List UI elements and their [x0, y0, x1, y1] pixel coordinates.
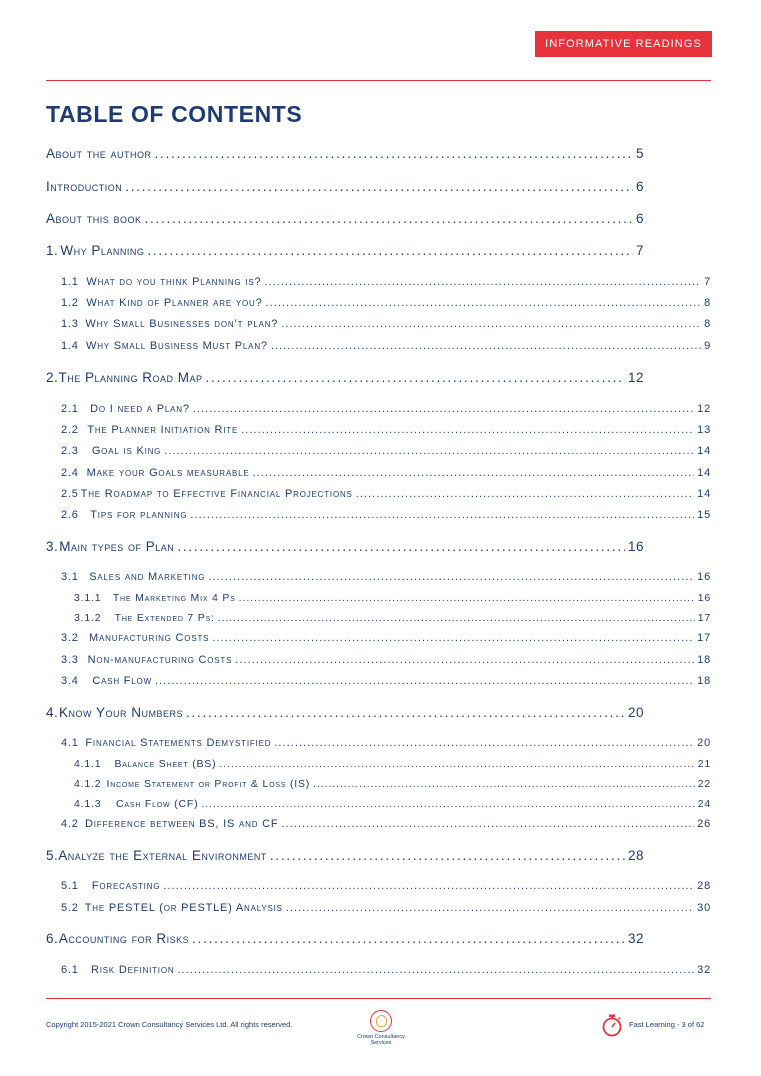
toc-section-2-1[interactable] — [46, 403, 711, 415]
toc-chapter-4[interactable] — [46, 705, 644, 720]
toc-entry-text: Know Your Numbers — [59, 705, 184, 720]
toc-entry-text: The PESTEL (or PESTLE) Analysis — [84, 902, 283, 914]
toc-entry-number: 3. — [46, 539, 59, 554]
toc-entry-text: Forecasting — [91, 880, 161, 892]
toc-entry-page: 16 — [697, 592, 711, 604]
toc-entry-page: 28 — [697, 880, 711, 892]
toc-entry-page: 12 — [627, 370, 644, 385]
toc-entry-text: Do I need a Plan? — [90, 403, 190, 415]
toc-entry-page: 16 — [697, 571, 711, 583]
toc-entry-text: The Planner Initiation Rite — [87, 424, 239, 436]
toc-entry-text: Tips for planning — [90, 509, 188, 521]
toc-subsection-3-1-2[interactable] — [46, 612, 711, 624]
toc-entry-number: 2.3 — [61, 445, 79, 457]
toc-entry-about-book[interactable] — [46, 211, 644, 226]
toc-entry-number: 2.1 — [61, 403, 79, 415]
toc-subsection-4-1-2[interactable] — [46, 778, 711, 790]
toc-entry-number: 6. — [46, 931, 59, 946]
toc-entry-number: 1.2 — [61, 297, 79, 309]
toc-section-3-3[interactable] — [46, 654, 711, 666]
toc-entry-page: 6 — [635, 211, 644, 226]
toc-chapter-5[interactable] — [46, 848, 644, 863]
section-badge: INFORMATIVE READINGS — [535, 31, 712, 57]
toc-section-6-1[interactable] — [46, 964, 711, 976]
toc-entry-page: 7 — [635, 243, 644, 258]
toc-entry-page: 20 — [627, 705, 644, 720]
toc-entry-text: Cash Flow (CF) — [116, 798, 199, 810]
toc-entry-number: 3.2 — [61, 632, 79, 644]
toc-entry-page: 14 — [697, 488, 711, 500]
toc-entry-number: 4.2 — [61, 818, 79, 830]
toc-entry-number: 3.3 — [61, 654, 79, 666]
toc-entry-introduction[interactable] — [46, 179, 644, 194]
toc-entry-page: 17 — [697, 612, 711, 624]
toc-entry-number: 6.1 — [61, 964, 79, 976]
toc-entry-page: 14 — [697, 445, 711, 457]
toc-entry-text: Cash Flow — [92, 675, 152, 687]
toc-entry-text: Difference between BS, IS and CF — [85, 818, 279, 830]
toc-entry-text: About the author — [46, 146, 152, 161]
toc-section-5-2[interactable] — [46, 902, 711, 914]
toc-entry-number: 4. — [46, 705, 59, 720]
logo-text-line-2: Services — [370, 1040, 392, 1046]
toc-entry-number: 4.1.3 — [74, 798, 102, 810]
toc-entry-number: 2.4 — [61, 467, 79, 479]
toc-entry-number: 3.1.1 — [74, 592, 102, 604]
toc-subsection-4-1-1[interactable] — [46, 758, 711, 770]
toc-entry-page: 15 — [697, 509, 711, 521]
toc-entry-page: 14 — [697, 467, 711, 479]
toc-section-2-5[interactable] — [46, 488, 711, 500]
toc-entry-number: 2.2 — [61, 424, 79, 436]
toc-entry-number: 2. — [46, 370, 59, 385]
toc-entry-page: 8 — [704, 297, 711, 309]
logo-text — [356, 1034, 406, 1046]
toc-entry-number: 3.1 — [61, 571, 79, 583]
toc-entry-page: 13 — [697, 424, 711, 436]
toc-entry-number: 1.3 — [61, 318, 79, 330]
toc-entry-number: 1.1 — [61, 276, 79, 288]
toc-section-1-3[interactable] — [46, 318, 711, 330]
toc-entry-text: About this book — [46, 211, 142, 226]
toc-entry-text: Why Planning — [60, 243, 145, 258]
toc-entry-number: 2.5 — [61, 488, 79, 500]
toc-entry-page: 26 — [697, 818, 711, 830]
toc-entry-text: Financial Statements Demystified — [85, 737, 272, 749]
toc-entry-text: Non-manufacturing Costs — [87, 654, 233, 666]
toc-chapter-1[interactable] — [46, 243, 644, 258]
toc-entry-page: 6 — [635, 179, 644, 194]
toc-entry-text: Manufacturing Costs — [89, 632, 210, 644]
page-number: Fast Learning - 3 of 62 — [629, 1020, 705, 1029]
toc-entry-page: 16 — [627, 539, 644, 554]
toc-entry-page: 30 — [697, 902, 711, 914]
header-divider — [46, 80, 711, 81]
toc-entry-text: Analyze the External Environment — [58, 848, 267, 863]
toc-entry-text: The Planning Road Map — [58, 370, 203, 385]
toc-chapter-2[interactable] — [46, 370, 644, 385]
toc-entry-page: 32 — [697, 964, 711, 976]
toc-entry-number: 1.4 — [61, 340, 79, 352]
toc-section-3-2[interactable] — [46, 632, 711, 644]
toc-section-4-2[interactable] — [46, 818, 711, 830]
toc-entry-page: 18 — [697, 654, 711, 666]
toc-subsection-4-1-3[interactable] — [46, 798, 711, 810]
toc-entry-text: Make your Goals measurable — [86, 467, 250, 479]
toc-section-1-2[interactable] — [46, 297, 711, 309]
toc-entry-page: 21 — [697, 758, 711, 770]
footer-divider — [46, 998, 711, 999]
toc-entry-text: What Kind of Planner are you? — [86, 297, 263, 309]
toc-section-1-4[interactable] — [46, 340, 711, 352]
toc-entry-number: 4.1.2 — [74, 778, 102, 790]
toc-entry-number: 1. — [46, 243, 59, 258]
toc-entry-page: 8 — [704, 318, 711, 330]
toc-entry-text: What do you think Planning is? — [86, 276, 262, 288]
toc-entry-text: Income Statement or Profit & Loss (IS) — [106, 778, 311, 790]
toc-section-2-3[interactable] — [46, 445, 711, 457]
toc-section-2-6[interactable] — [46, 509, 711, 521]
toc-section-3-4[interactable] — [46, 675, 711, 687]
toc-chapter-6[interactable] — [46, 931, 644, 946]
toc-entry-page: 12 — [697, 403, 711, 415]
toc-entry-page: 7 — [704, 276, 711, 288]
toc-section-1-1[interactable] — [46, 276, 711, 288]
toc-entry-page: 22 — [697, 778, 711, 790]
toc-entry-text: The Extended 7 Ps: — [114, 612, 215, 624]
toc-entry-text: Main types of Plan — [59, 539, 175, 554]
toc-entry-page: 5 — [635, 146, 644, 161]
toc-entry-text: Introduction — [46, 179, 123, 194]
toc-section-3-1[interactable] — [46, 571, 711, 583]
toc-entry-page: 32 — [627, 931, 644, 946]
toc-entry-page: 17 — [697, 632, 711, 644]
toc-entry-page: 18 — [697, 675, 711, 687]
toc-entry-text: The Roadmap to Effective Financial Projections — [80, 488, 353, 500]
stopwatch-icon — [601, 1013, 623, 1037]
toc-section-5-1[interactable] — [46, 880, 711, 892]
toc-entry-number: 4.1.1 — [74, 758, 102, 770]
page-title: TABLE OF CONTENTS — [46, 101, 303, 127]
toc-entry-text: Why Small Businesses don’t plan? — [85, 318, 279, 330]
toc-entry-number: 3.4 — [61, 675, 79, 687]
toc-entry-number: 2.6 — [61, 509, 79, 521]
toc-entry-number: 3.1.2 — [74, 612, 102, 624]
crown-logo-icon — [370, 1010, 392, 1032]
toc-entry-page: 9 — [704, 340, 711, 352]
toc-section-2-4[interactable] — [46, 467, 711, 479]
toc-entry-text: Balance Sheet (BS) — [114, 758, 217, 770]
toc-section-2-2[interactable] — [46, 424, 711, 436]
toc-entry-text: The Marketing Mix 4 Ps — [112, 592, 236, 604]
toc-entry-text: Goal is King — [91, 445, 162, 457]
toc-entry-about-author[interactable] — [46, 146, 644, 161]
company-logo — [356, 1010, 406, 1046]
toc-entry-number: 4.1 — [61, 737, 79, 749]
toc-entry-page: 20 — [697, 737, 711, 749]
toc-entry-page: 24 — [697, 798, 711, 810]
toc-section-4-1[interactable] — [46, 737, 711, 749]
toc-entry-text: Sales and Marketing — [89, 571, 206, 583]
logo-text-line-1: Crown Consultancy — [357, 1034, 405, 1040]
toc-entry-number: 5.2 — [61, 902, 79, 914]
toc-chapter-3[interactable] — [46, 539, 644, 554]
toc-entry-text: Why Small Business Must Plan? — [86, 340, 268, 352]
toc-entry-text: Risk Definition — [91, 964, 175, 976]
toc-entry-text: Accounting for Risks — [58, 931, 190, 946]
toc-entry-number: 5. — [46, 848, 59, 863]
toc-subsection-3-1-1[interactable] — [46, 592, 711, 604]
copyright-notice: Copyright 2015-2021 Crown Consultancy Services Ltd. All rights reserved. — [46, 1020, 293, 1029]
toc-entry-page: 28 — [627, 848, 644, 863]
toc-entry-number: 5.1 — [61, 880, 79, 892]
